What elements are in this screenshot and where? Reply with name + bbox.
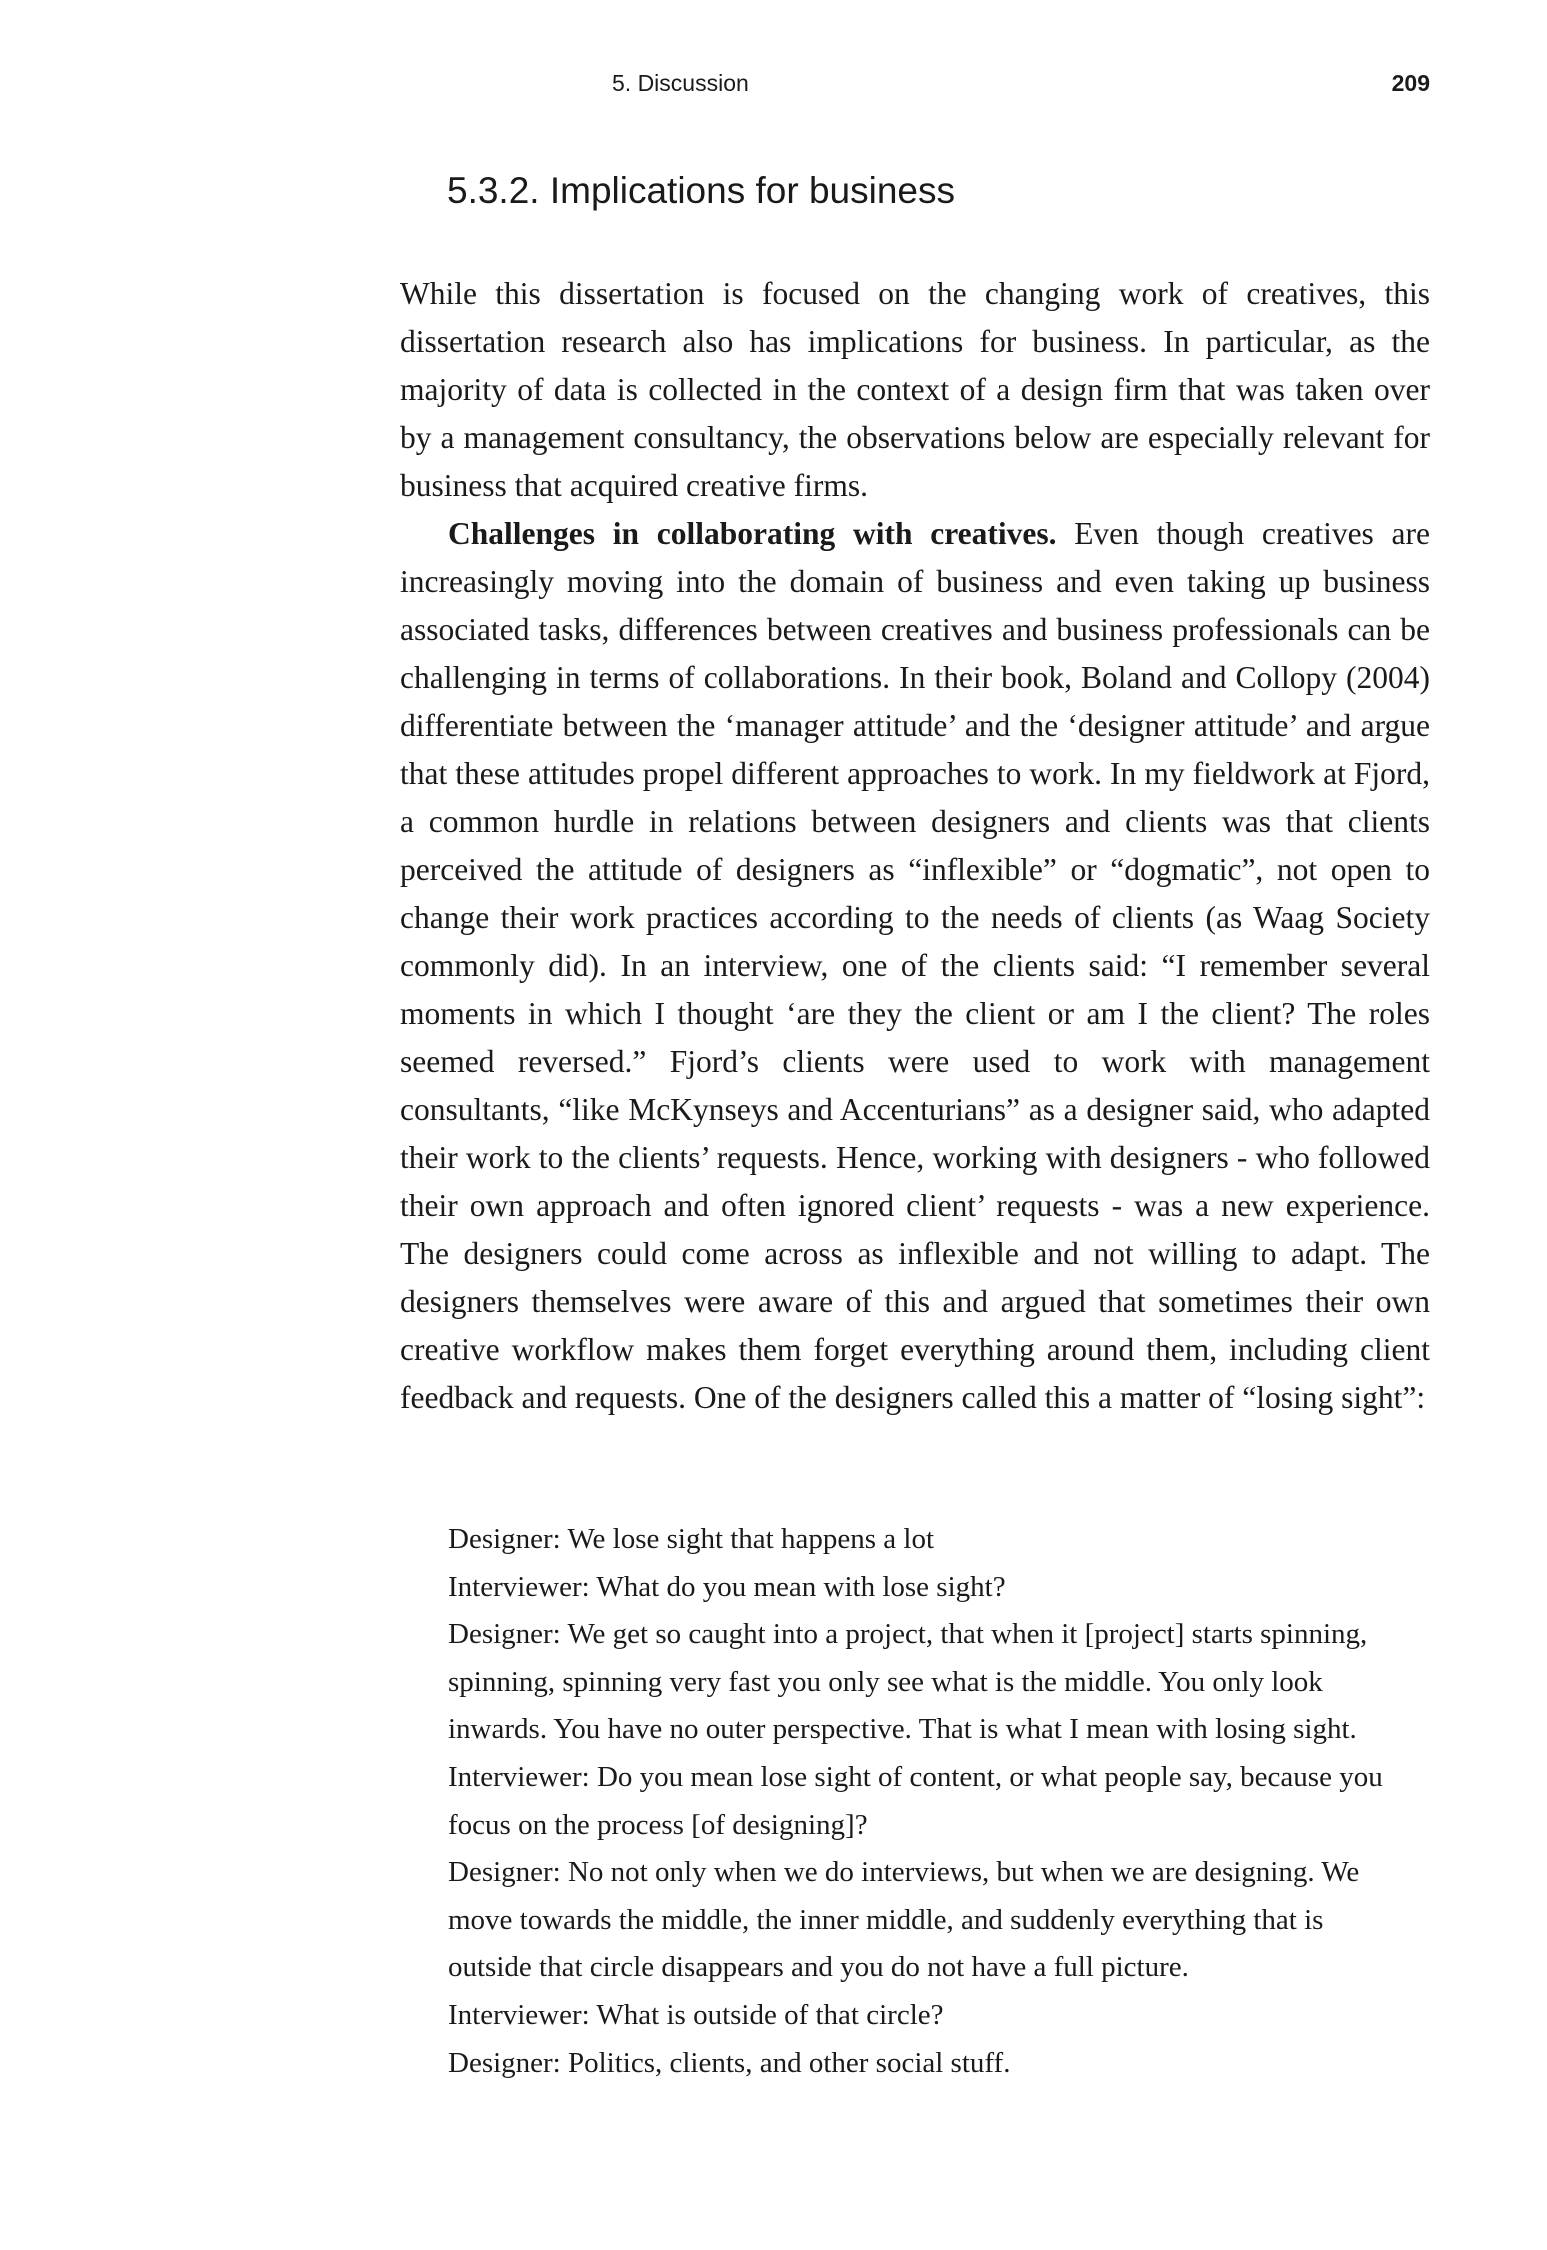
paragraph-2: [400, 510, 1430, 1422]
interview-line-1: Designer: We lose sight that happens a lot: [448, 1523, 935, 1555]
running-head: [612, 70, 1430, 100]
paragraph-1: [400, 270, 1430, 510]
paragraph-2-run-in-heading: Challenges in collaborating with creatives.: [448, 516, 1057, 551]
interview-line-6: Interviewer: What is outside of that circle?: [448, 1998, 944, 2031]
paragraph-2-text: Even though creatives are increasingly moving into the domain of business and even taking up business associated tasks, differences between creatives and business professionals can be challenging in terms of collaborations. In their book, Boland and Collopy (2004) differentiate between the ‘manager attitude’ and the ‘designer attitude’ and argue that these attitudes propel different approaches to work. In my fieldwork at Fjord, a common hurdle in relations between designers and clients was that clients perceived the attitude of designers as “inflexible” or “dogmatic”, not open to change their work practices according to the needs of clients (as Waag Society commonly did). In an interview, one of the clients said: “I remember several moments in which I thought ‘are they the client or am I the client? The roles seemed reversed.” Fjord’s clients were used to work with management consultants, “like McKynseys and Accenturians” as a designer said, who adapted their work to the clients’ requests. Hence, working with designers - who followed their own approach and often ignored client’ requests - was a new experience. The designers could come across as inflexible and not willing to adapt. The designers themselves were aware of this and argued that sometimes their own creative workflow makes them forget everything around them, including client feedback and requests. One of the designers called this a matter of “losing sight”:: [400, 516, 1430, 1415]
body-text: [400, 270, 1430, 1422]
section-heading: 5.3.2. Implications for business: [447, 170, 955, 211]
interview-line-4: Interviewer: Do you mean lose sight of content, or what people say, because you focus on the process [of designing]?: [448, 1760, 1383, 1841]
paragraph-1-text: While this dissertation is focused on the changing work of creatives, this dissertation research also has implications for business. In particular, as the majority of data is collected in the context of a design firm that was taken over by a management consultancy, the observations below are especially relevant for business that acquired creative firms.: [400, 276, 1430, 503]
interview-excerpt: [448, 1516, 1388, 2087]
interview-line-3: Designer: We get so caught into a project, that when it [project] starts spinning, spinning, spinning very fast you only see what is the middle. You only look inwards. You have no outer perspective. That is what I mean with losing sight.: [448, 1618, 1368, 1746]
interview-line-5: Designer: No not only when we do interviews, but when we are designing. We move towards the middle, the inner middle, and suddenly everything that is outside that circle disappears and you do not have a full picture.: [448, 1856, 1360, 1984]
page-number: 209: [1391, 70, 1430, 96]
interview-line-7: Designer: Politics, clients, and other social stuff.: [448, 2046, 1011, 2079]
running-head-chapter: 5. Discussion: [612, 70, 749, 96]
interview-line-2: Interviewer: What do you mean with lose sight?: [448, 1570, 1006, 1603]
